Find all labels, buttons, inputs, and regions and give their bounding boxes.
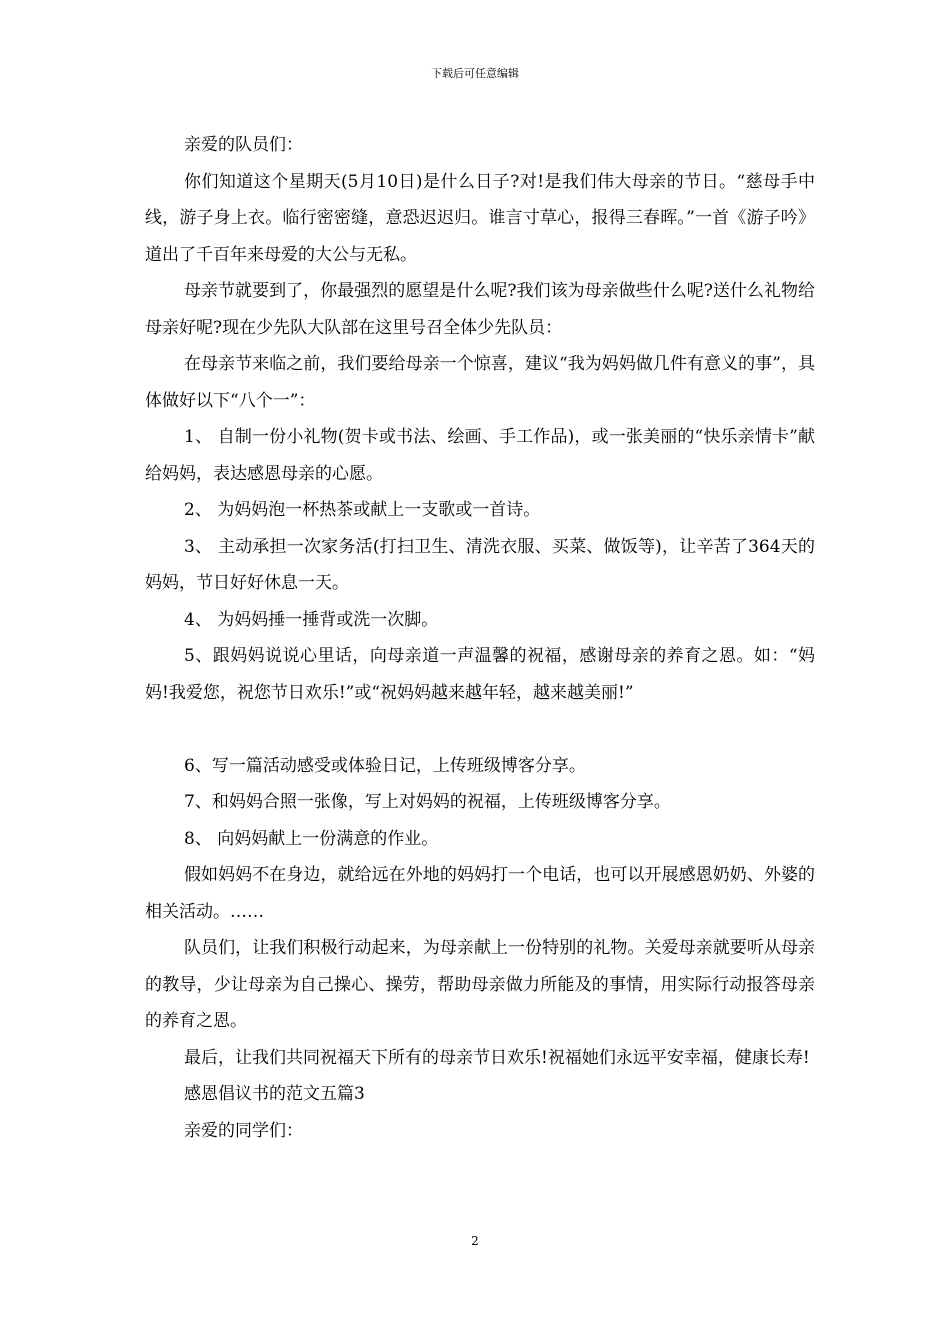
list-item-7: 7、和妈妈合照一张像，写上对妈妈的祝福，上传班级博客分享。 <box>184 792 671 812</box>
page-number: 2 <box>471 1234 479 1248</box>
paragraph-question: 母亲节就要到了，你最强烈的愿望是什么呢?我们该为母亲做些什么呢?送什么礼物给母亲好呢?现在少先队大队部在这里号召全体少先队员： <box>145 281 815 338</box>
list-item-4: 4、 为妈妈捶一捶背或洗一次脚。 <box>184 609 439 630</box>
list-item-8: 8、 向妈妈献上一份满意的作业。 <box>184 828 439 849</box>
paragraph-call-to-action: 队员们，让我们积极行动起来，为母亲献上一份特别的礼物。关爱母亲就要听从母亲的教导，少让母亲为自己操心、操劳，帮助母亲做力所能及的事情，用实际行动报答母亲的养育之恩。 <box>145 938 815 1031</box>
list-item-1: 1、 自制一份小礼物(贺卡或书法、绘画、手工作品)，或一张美丽的“快乐亲情卡”献给妈妈，表达感恩母亲的心愿。 <box>145 427 815 484</box>
list-item-3: 3、 主动承担一次家务活(打扫卫生、清洗衣服、买菜、做饭等)，让辛苦了364天的妈妈，节日好好休息一天。 <box>145 536 815 593</box>
paragraph-alternative: 假如妈妈不在身边，就给远在外地的妈妈打一个电话，也可以开展感恩奶奶、外婆的相关活动。…… <box>145 865 815 922</box>
document-body <box>145 127 815 1149</box>
paragraph-intro: 你们知道这个星期天(5月10日)是什么日子?对!是我们伟大母亲的节日。“慈母手中线，游子身上衣。临行密密缝，意恐迟迟归。谁言寸草心，报得三春晖。”一首《游子吟》道出了千百年来母爱的大公与无私。 <box>145 171 815 265</box>
list-item-6: 6、写一篇活动感受或体验日记，上传班级博客分享。 <box>184 755 586 776</box>
list-item-5: 5、跟妈妈说说心里话，向母亲道一声温馨的祝福，感谢母亲的养育之恩。如：“妈妈!我爱您，祝您节日欢乐!”或“祝妈妈越来越年轻，越来越美丽!” <box>145 646 815 703</box>
list-item-2: 2、 为妈妈泡一杯热茶或献上一支歌或一首诗。 <box>184 500 541 520</box>
blank-line <box>145 711 815 748</box>
salutation-classmates: 亲爱的同学们： <box>184 1120 303 1141</box>
paragraph-closing: 最后，让我们共同祝福天下所有的母亲节日欢乐!祝福她们永远平安幸福，健康长寿! <box>184 1047 810 1068</box>
salutation: 亲爱的队员们： <box>184 135 303 155</box>
paragraph-proposal: 在母亲节来临之前，我们要给母亲一个惊喜，建议“我为妈妈做几件有意义的事”，具体做好以下“八个一”： <box>145 354 815 411</box>
section-title: 感恩倡议书的范文五篇3 <box>184 1084 365 1104</box>
page-header: 下载后可任意编辑 <box>431 67 519 80</box>
